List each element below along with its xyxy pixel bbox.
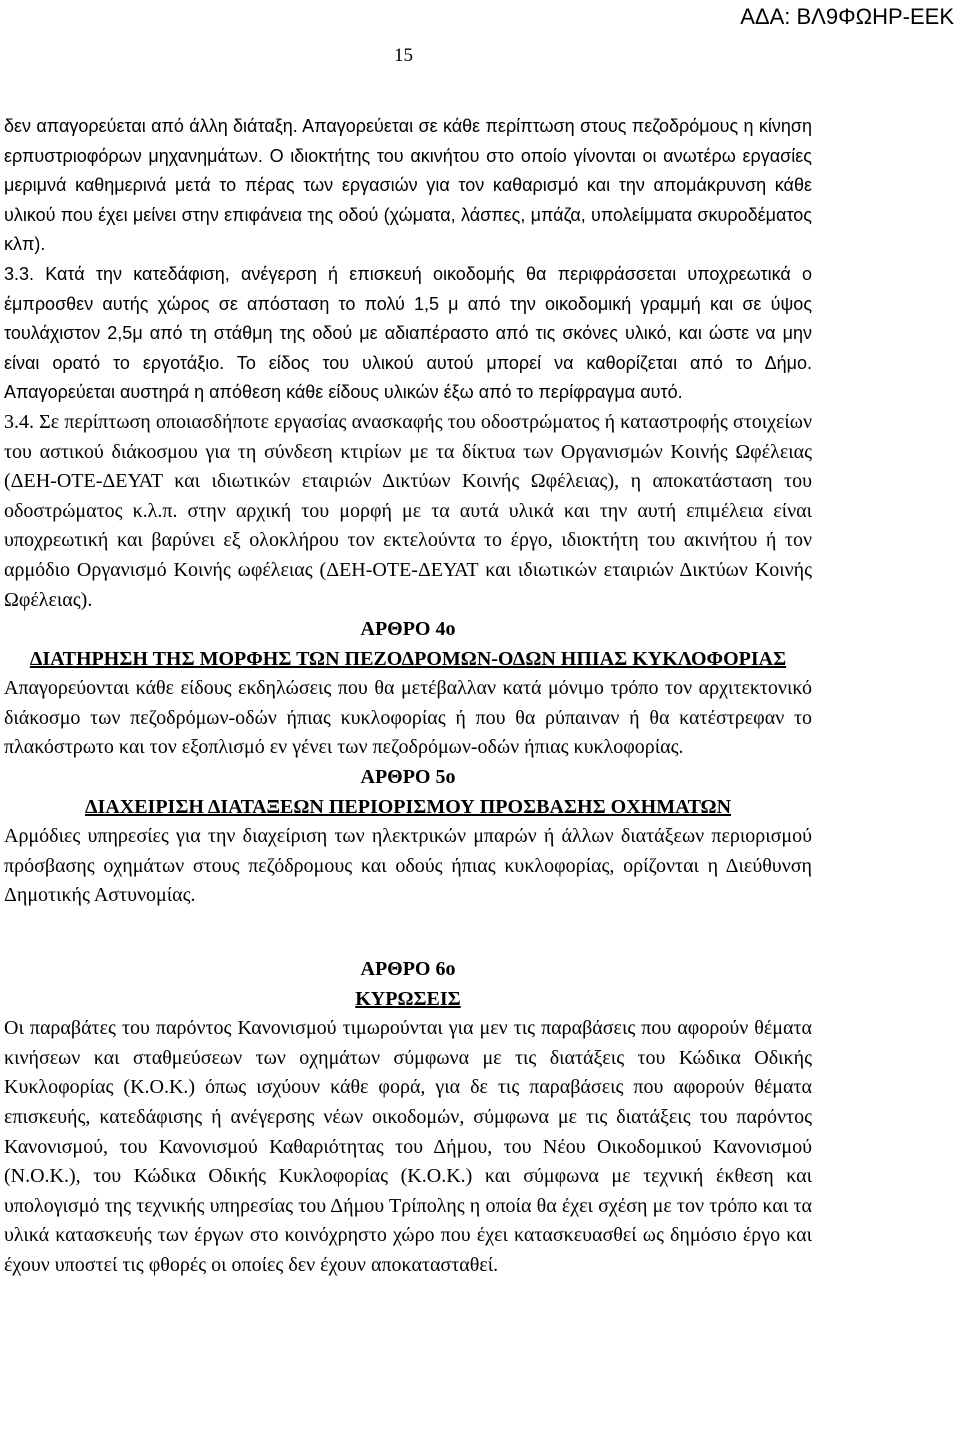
article-4-title: ΑΡΘΡΟ 4ο (360, 618, 456, 641)
article-5-title: ΑΡΘΡΟ 5ο (360, 766, 456, 789)
page-number: 15 (394, 45, 413, 66)
document-code: ΑΔΑ: ΒΛ9ΦΩΗΡ-ΕΕΚ (740, 4, 954, 29)
article-6-title: ΑΡΘΡΟ 6ο (360, 958, 456, 981)
document-body (4, 112, 812, 1281)
paragraph-3-4: 3.4. Σε περίπτωση οποιασδήποτε εργασίας ανασκαφής του οδοστρώματος ή καταστροφής στοιχείων του αστικού διάκοσμου για τη σύνδεση κτιρίων με τα δίκτυα των Οργανισμών Κοινής Ωφέλειας (ΔΕΗ-ΟΤΕ-ΔΕΥΑΤ και ιδιωτικών εταιριών Δικτύων Κοινής Ωφέλειας), η αποκατάσταση του οδοστρώματος κ.λ.π. στην αρχική του μορφή με τα αυτά υλικά και την αυτή επιμέλεια είναι υποχρεωτική και βαρύνει εξ ολοκλήρου τον εκτελούντα το έργο, ιδιοκτήτη του ακινήτου ή τον αρμόδιο Οργανισμό Κοινής ωφέλειας (ΔΕΗ-ΟΤΕ-ΔΕΥΑΤ και ιδιωτικών εταιριών Δικτύων Κοινής Ωφέλειας). (4, 410, 812, 611)
article-6-heading: ΚΥΡΩΣΕΙΣ (355, 987, 461, 1010)
article-5-heading: ΔΙΑΧΕΙΡΙΣΗ ΔΙΑΤΑΞΕΩΝ ΠΕΡΙΟΡΙΣΜΟΥ ΠΡΟΣΒΑΣΗΣ ΟΧΗΜΑΤΩΝ (84, 795, 732, 818)
paragraph-3-3: 3.3. Κατά την κατεδάφιση, ανέγερση ή επισκευή οικοδομής θα περιφράσσεται υποχρεωτικά ο έμπροσθεν αυτής χώρος σε απόσταση το πολύ 1,5 μ από την οικοδομική γραμμή και σε ύψος τουλάχιστον 2,5μ από τη στάθμη της οδού με αδιαπέραστο από τις σκόνες υλικό, και ώστε να μην είναι ορατό το εργοτάξιο. Το είδος του υλικού αυτού μπορεί να καθορίζεται από το Δήμο. Απαγορεύεται αυστηρά η απόθεση κάθε είδους υλικών έξω από το περίφραγμα αυτό. (4, 263, 812, 403)
paragraph-continuation: δεν απαγορεύεται από άλλη διάταξη. Απαγορεύεται σε κάθε περίπτωση στους πεζοδρόμους η κίνηση ερπυστριοφόρων μηχανημάτων. Ο ιδιοκτήτης του ακινήτου στο οποίο γίνονται οι ανωτέρω εργασίες μεριμνά καθημερινά μετά το πέρας των εργασιών για τον καθαρισμό και την απομάκρυνση κάθε υλικού που έχει μείνει στην επιφάνεια της οδού (χώματα, λάσπες, μπάζα, υπολείμματα σκυροδέματος κλπ). (4, 116, 812, 255)
article-5-text: Αρμόδιες υπηρεσίες για την διαχείριση των ηλεκτρικών μπαρών ή άλλων διατάξεων περιορισμού πρόσβασης οχημάτων στους πεζόδρομους και οδούς ήπιας κυκλοφορίας, ορίζονται η Διεύθυνση Δημοτικής Αστυνομίας. (4, 825, 812, 907)
article-6-text: Οι παραβάτες του παρόντος Κανονισμού τιμωρούνται για μεν τις παραβάσεις που αφορούν θέματα κινήσεων και σταθμεύσεων των οχημάτων σύμφωνα με τις διατάξεις του Κώδικα Οδικής Κυκλοφορίας (Κ.Ο.Κ.) όπως ισχύουν κάθε φορά, για δε τις παραβάσεις που αφορούν θέματα επισκευής, κατεδάφισης ή ανέγερσης νέων οικοδομών, σύμφωνα με τις διατάξεις του παρόντος Κανονισμού, του Κανονισμού Καθαριότητας του Δήμου, του Νέου Οικοδομικού Κανονισμού (Ν.Ο.Κ.), του Κώδικα Οδικής Κυκλοφορίας (Κ.Ο.Κ.) και σύμφωνα με τεχνική έκθεση και υπολογισμό της τεχνικής υπηρεσίας του Δήμου Τρίπολης η οποία θα έχει σχέση με τον τρόπο και τα υλικά κατασκευής των έργων στο κοινόχρηστο χώρο που έχει κατασκευασθεί ως δημόσιο έργο και έχουν υποστεί τις φθορές οι οποίες δεν έχουν αποκατασταθεί. (4, 1017, 812, 1276)
article-4-text: Απαγορεύονται κάθε είδους εκδηλώσεις που θα μετέβαλλαν κατά μόνιμο τρόπο τον αρχιτεκτονικό διάκοσμο των πεζοδρόμων-οδών ήπιας κυκλοφορίας ή που θα ρύπαιναν ή θα κατέστρεφαν το πλακόστρωτο και τον εξοπλισμό εν γένει των πεζοδρόμων-οδών ήπιας κυκλοφορίας. (4, 677, 812, 759)
section-spacer (4, 911, 812, 955)
article-4-heading: ΔΙΑΤΗΡΗΣΗ ΤΗΣ ΜΟΡΦΗΣ ΤΩΝ ΠΕΖΟΔΡΟΜΩΝ-ΟΔΩΝ ΗΠΙΑΣ ΚΥΚΛΟΦΟΡΙΑΣ (29, 647, 787, 670)
